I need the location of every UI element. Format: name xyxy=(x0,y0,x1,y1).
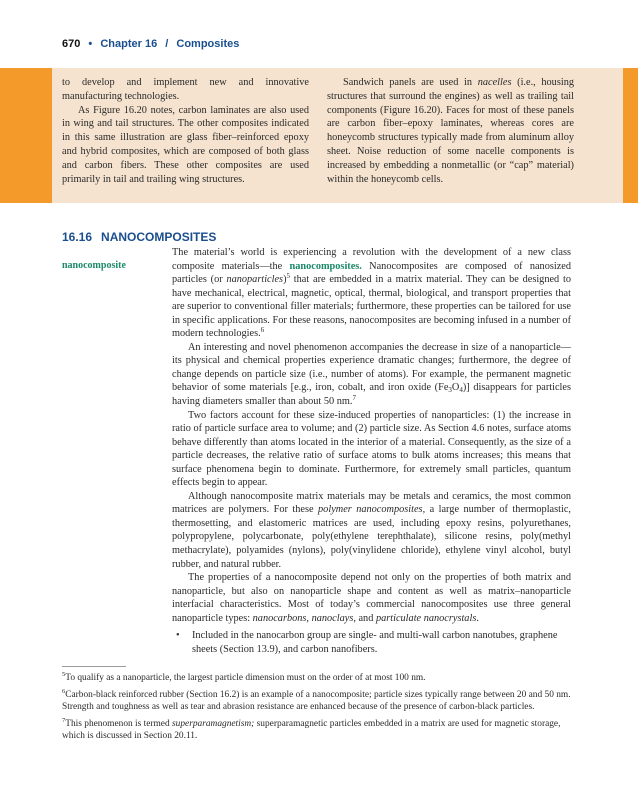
band-left-paragraph-2: As Figure 16.20 notes, carbon laminates are also used in wing and tail structures. The other composites indicated in this same illustration are glass fiber–reinforced epoxy and hybrid composites, which are composed of both glass and carbon fibers. These other composites are used primarily in tail and trailing wing structures. xyxy=(62,104,309,185)
section-title: NANOCOMPOSITES xyxy=(101,230,217,244)
nacelles-term: nacelles xyxy=(477,77,512,88)
running-header xyxy=(62,38,239,54)
key-term-nanocomposites: nanocomposites. xyxy=(289,260,362,272)
body-paragraph-5: The properties of a nanocomposite depend not only on the properties of both matrix and nanoparticle, but also on nanoparticle shape and content as well as matrix–nanoparticle interfacial characteristics. Most of today’s commercial nanocomposites use three general nanoparticle types: nanocarbons, nanoclays, and particulate nanocrystals. xyxy=(172,572,571,624)
band-right-paragraph: Sandwich panels are used in nacelles (i.e., housing structures that surround the engines) as well as trailing tail components (Figure 16.20). Faces for most of these panels are carbon fiber–epoxy laminates, whereas cores are honeycomb structures typically made from aluminum alloy sheet. Noise reduction of some nacelle components is increased by embedding a nonmetallic (or “cap” material) within the honeycomb cells. xyxy=(327,77,574,185)
header-slash: / xyxy=(165,38,169,50)
footnote-7: $^7$This phenomenon is termed superparamagnetism; superparamagnetic particles embedded in a matrix are used for magnetic storage, which is discussed in Section 20.11. xyxy=(62,716,561,742)
section-heading xyxy=(62,230,216,244)
body-paragraph-4: Although nanocomposite matrix materials may be metals and ceramics, the most common matrices are polymers. For these polymer nanocomposites, a large number of thermoplastic, thermosetting, and elastomeric matrices are used, including epoxy resins, polyurethanes, polypropylene, polycarbonate, poly(ethylene terephthalate), silicone resins, poly(methyl methacrylate), polyamides (nylons), poly(vinylidene chloride), ethylene vinyl alcohol, butyl rubber, and natural rubber. xyxy=(172,490,571,570)
list-item: • Included in the nanocarbon group are single- and multi-wall carbon nanotubes, graphene sheets (Section 13.9), and carbon nanofibers. xyxy=(176,630,558,655)
footnotes xyxy=(62,672,572,747)
band-left-paragraph-1: to develop and implement new and innovative manufacturing technologies. xyxy=(62,77,309,102)
body-paragraph-1: The material’s world is experiencing a revolution with the development of a new class composite materials—the nanocomposites. Nanocomposites are composed of nanosized particles (or nanoparticles)$^5$ that are embedded in a matrix material. They can be designed to have mechanical, electrical, magnetic, optical, thermal, biological, and transport properties that are superior to conventional filler materials; furthermore, these properties can be tailored for use in specific applications. For these reasons, nanocomposites are becoming infused in a number of modern technologies.$^6$ xyxy=(172,247,572,340)
footnote-ref-7: 7 xyxy=(352,394,356,403)
section-number: 16.16 xyxy=(62,230,93,244)
body-paragraph-3: Two factors account for these size-induced properties of nanoparticles: (1) the increase in ratio of particle surface area to volume; and (2) particle size. As Section 4.6 notes, surface atoms behave differently than atoms located in the interior of a material. Consequently, as the size of a particle decreases, the relative ratio of surface atoms to bulk atoms increases; this means that surface phenomena begin to dominate. Furthermore, for extremely small particles, quantum effects begin to appear. xyxy=(172,409,571,489)
nanoparticle-type-list xyxy=(172,629,571,656)
chapter-topic: Composites xyxy=(176,38,240,50)
band-orange-bar xyxy=(623,68,638,203)
bullet-icon: • xyxy=(176,630,180,642)
chapter-label: Chapter 16 xyxy=(100,38,158,50)
footnote-ref-6: 6 xyxy=(260,326,265,335)
band-orange-tab xyxy=(0,68,52,203)
page-number: 670 xyxy=(62,38,81,50)
body-paragraph-2: An interesting and novel phenomenon accompanies the decrease in size of a nanoparticle—its physical and chemical properties experience dramatic changes; furthermore, the degree of change depends on particle size (i.e., number of atoms). For example, the permanent magnetic behavior of some materials [e.g., iron, cobalt, and iron oxide $(Fe_3O_4)$] disappears for particles having diameters smaller than about 50 nm.$^7$ xyxy=(172,341,571,408)
footnote-ref-5: 5 xyxy=(286,272,291,281)
header-bullet: • xyxy=(88,38,93,50)
footnote-6: $^6$Carbon-black reinforced rubber (Section 16.2) is an example of a nanocomposite; particle sizes typically range between 20 and 50 nm. Strength and toughness as well as tear and abrasion resistance are enhanced because of the presence of carbon-black particles. xyxy=(62,687,571,713)
margin-glossary-term: nanocomposite xyxy=(62,260,126,271)
section-body xyxy=(172,246,571,656)
footnote-divider xyxy=(62,666,126,667)
footnote-5: $^5$To qualify as a nanoparticle, the largest particle dimension must on the order of at most 100 nm. xyxy=(62,671,426,683)
band-right-column xyxy=(327,76,574,186)
band-left-column xyxy=(62,76,309,186)
